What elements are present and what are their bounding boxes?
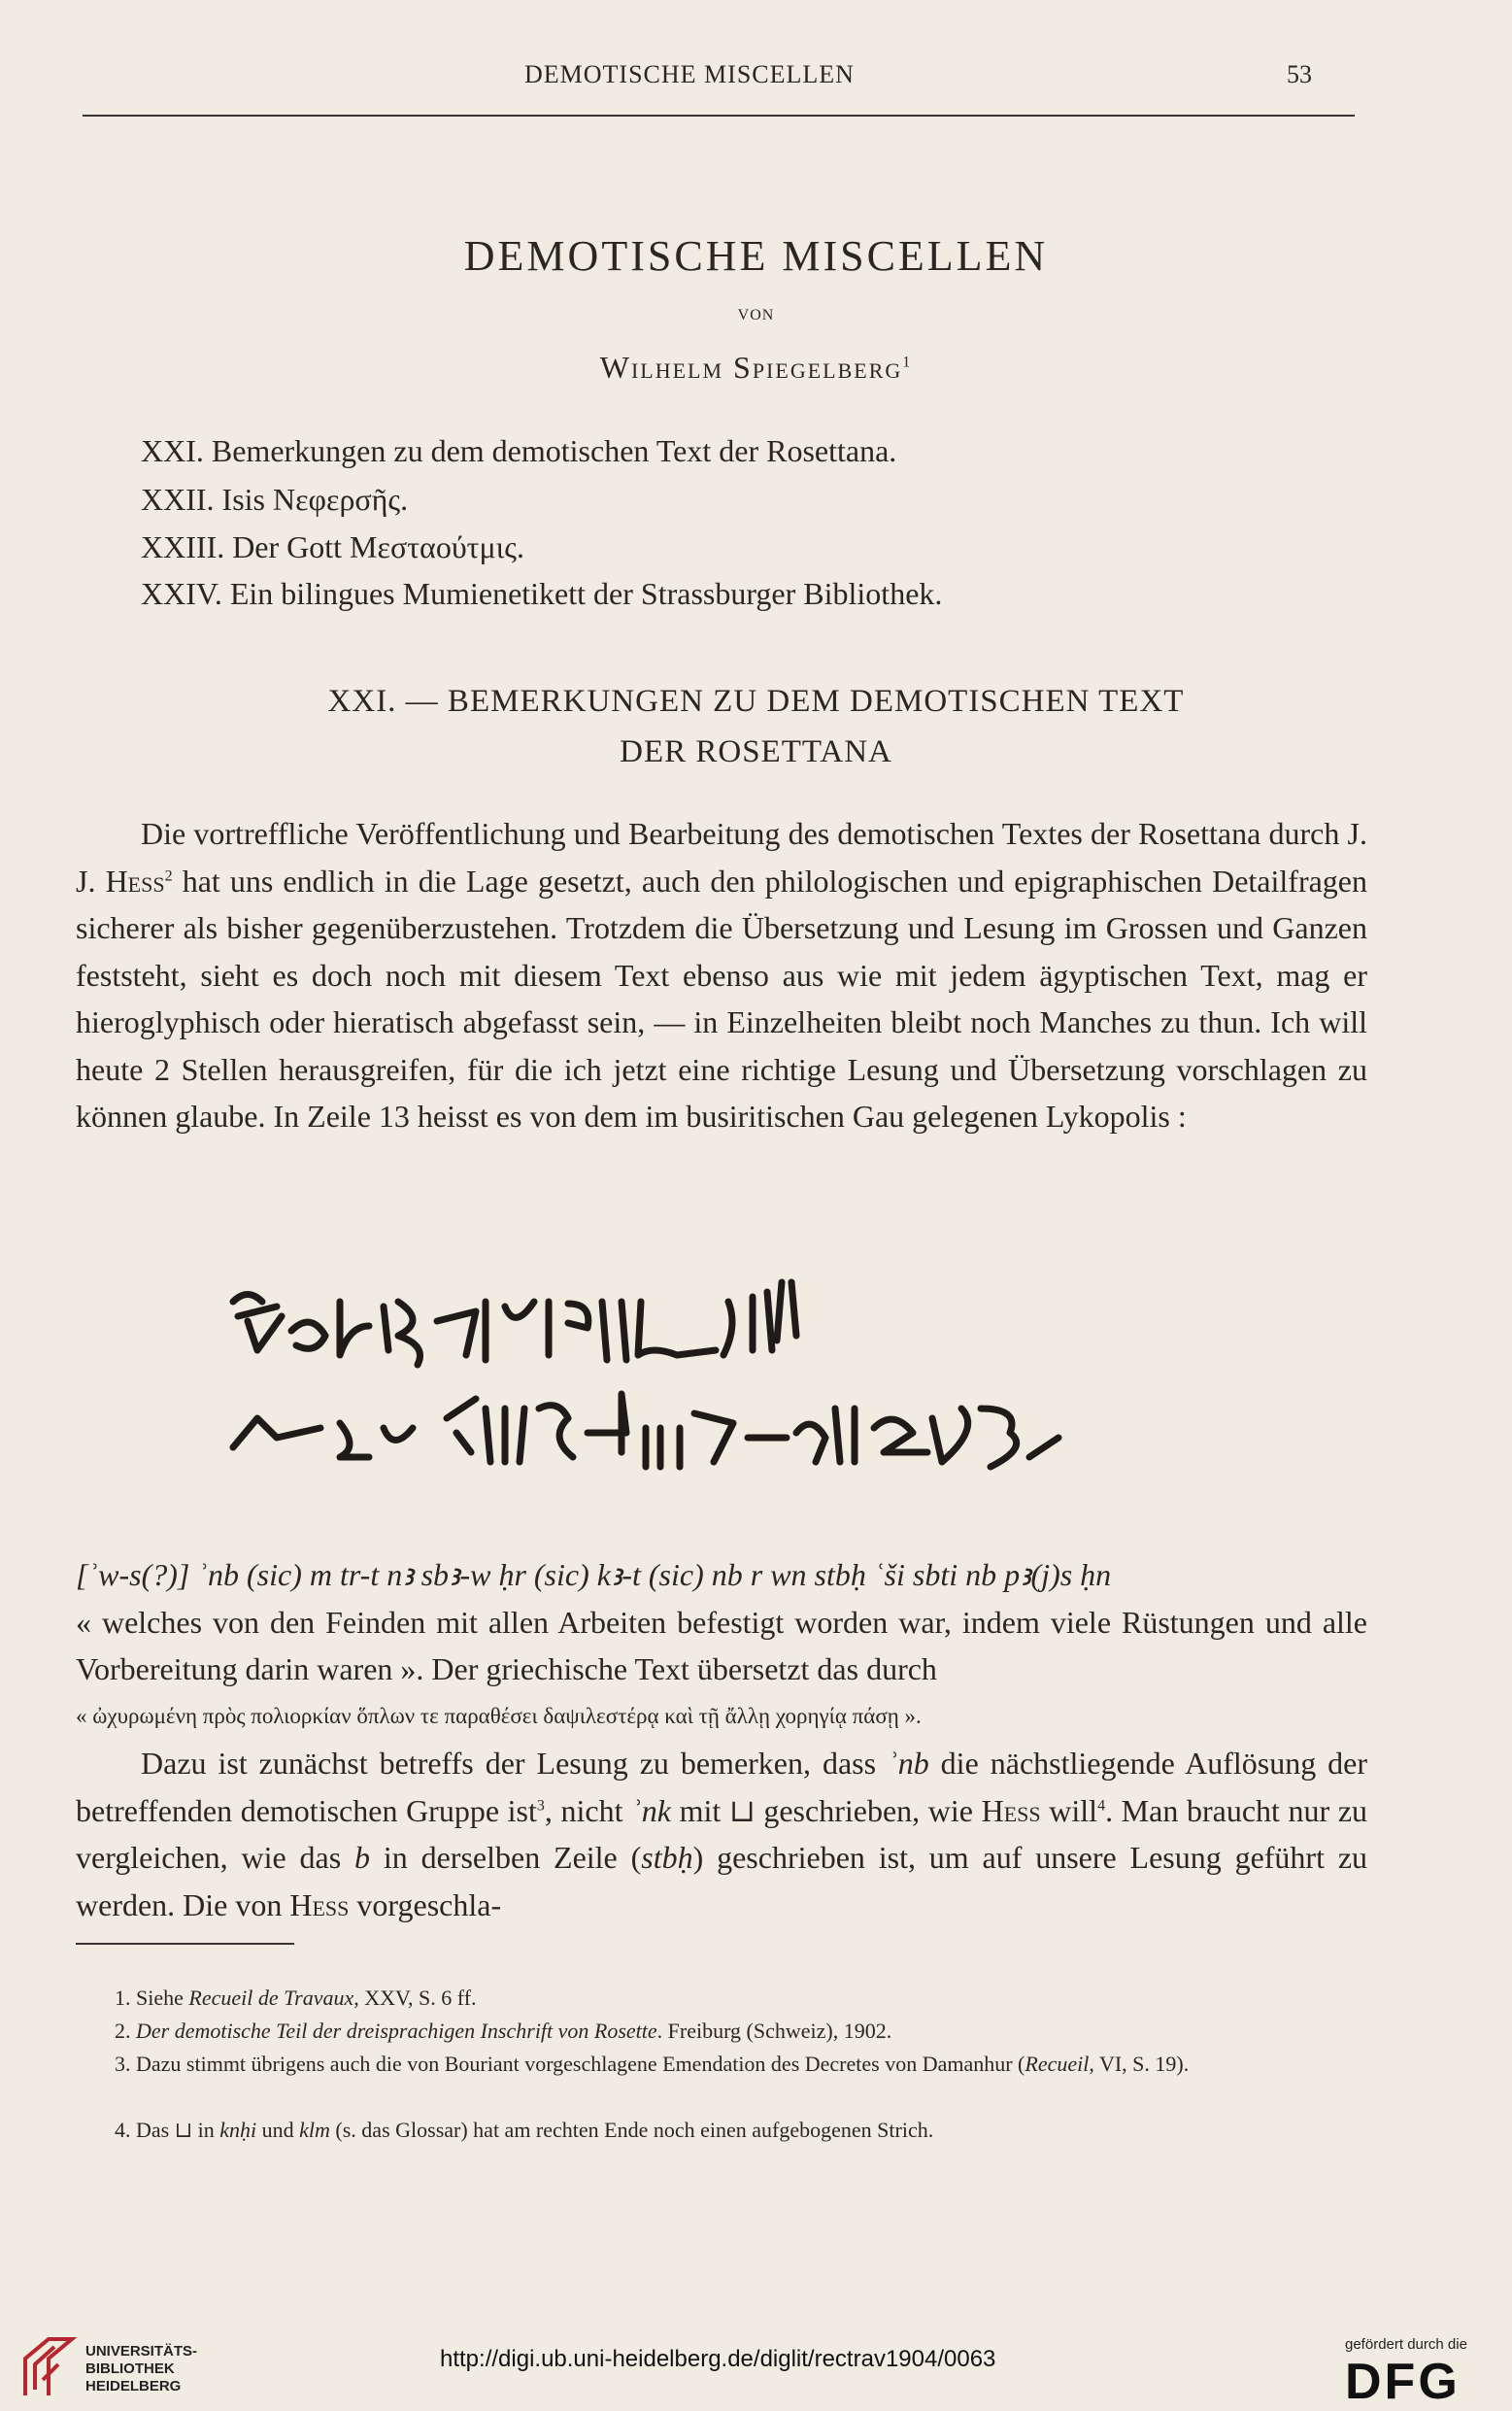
text: . Man braucht nur zu vergleichen, wie das (76, 1792, 1368, 1875)
text: Das ⊔ in (136, 2118, 220, 2142)
author-name: Wilhelm Spiegelberg (599, 350, 903, 385)
text: . Freiburg (Schweiz), 1902. (656, 2019, 892, 2043)
greek-quote: « ὠχυρωμένη πρὸς πολιορκίαν ὅπλων τε παραθέσει δαψιλεστέρᾳ καὶ τῇ ἄλλῃ χορηγίᾳ πάσῃ ». (76, 1703, 922, 1728)
transliteration: [ʾw-s(?)] ʾnb (sic) m tr-t nꜣ sbꜣ-w ḥr (sic) kꜣ-t (sic) nb r wn stbḥ ʿši sbti nb pꜣ(j)s ḥn (76, 1557, 1112, 1592)
toc-item: XXIV. Ein bilingues Mumienetikett der Strassburger Bibliothek. (141, 576, 943, 611)
text: (s. das Glossar) hat am rechten Ende noch einen aufgebogenen Strich. (329, 2118, 934, 2142)
toc-item: XXII. Isis Νεφερσῆς. (141, 482, 409, 517)
translation: « welches von den Feinden mit allen Arbeiten befestigt worden war, indem viele Rüstungen und alle Vorbereitung darin waren ». Der griechische Text übersetzt das durch (76, 1604, 1367, 1686)
text: vorgeschla- (349, 1886, 502, 1922)
author-name-ref: Hess (981, 1792, 1041, 1828)
transliteration-term: b (354, 1840, 371, 1875)
footer-bar (0, 2331, 1512, 2410)
text: , XXV, S. 6 ff. (353, 1986, 477, 2010)
text: ) geschrieben ist, um auf unsere Lesung geführt zu werden. Die von (76, 1840, 1368, 1922)
footnote-ref[interactable]: 3 (536, 1796, 545, 1814)
author-name-ref: Hess (289, 1886, 350, 1922)
funded-by-label: gefördert durch die (1345, 2336, 1467, 2353)
text: in derselben Zeile ( (370, 1840, 642, 1875)
text: Dazu stimmt übrigens auch die von Bouriant vorgeschlagene Emendation des Decretes von Damanhur ( (136, 2052, 1025, 2076)
paragraph-3 (76, 1740, 1367, 1928)
toc-item: XXIII. Der Gott Μεσταούτμις. (141, 529, 524, 564)
transliteration-term: stbḥ (641, 1840, 693, 1875)
citation-title: Recueil (1025, 2052, 1090, 2076)
library-name-line: UNIVERSITÄTS- (85, 2343, 198, 2360)
footnote-number: 3. (115, 2052, 131, 2076)
running-header-title: DEMOTISCHE MISCELLEN (524, 60, 855, 88)
transliteration-term: ʾnk (631, 1792, 671, 1828)
demotic-script-image (214, 1263, 1301, 1486)
text: Siehe (136, 1986, 189, 2010)
header-rule (83, 115, 1355, 117)
citation-title: Der demotische Teil der dreisprachigen Inschrift von Rosette (136, 2019, 657, 2043)
section-heading-line-2: DER ROSETTANA (620, 734, 892, 769)
footnote-number: 4. (115, 2118, 131, 2142)
text: und (256, 2118, 300, 2142)
page-number: 53 (1287, 60, 1312, 88)
transliteration-term: knḥi (219, 2118, 257, 2142)
library-name-line: BIBLIOTHEK (85, 2360, 175, 2377)
section-heading-line-1: XXI. — BEMERKUNGEN ZU DEM DEMOTISCHEN TEXT (327, 684, 1185, 719)
article-author (0, 350, 1512, 386)
text: , VI, S. 19). (1089, 2052, 1190, 2076)
footnote (76, 2114, 1367, 2147)
library-name-line: HEIDELBERG (85, 2378, 182, 2394)
citation-title: Recueil de Travaux (188, 1986, 354, 2010)
footnote-number: 1. (115, 1986, 131, 2010)
article-von: VON (737, 307, 775, 323)
toc-item: XXI. Bemerkungen zu dem demotischen Text der Rosettana. (141, 433, 897, 468)
footnote-rule (76, 1943, 294, 1945)
author-name-ref: Hess (105, 863, 165, 899)
text: , nicht (544, 1792, 632, 1828)
footnote (76, 2048, 1367, 2081)
text: hat uns endlich in die Lage gesetzt, auch den philologischen und epigraphischen Detailfragen sicherer als bisher gegenüberzustehen. Trotzdem die Übersetzung und Lesung im Grossen und Ganzen feststeht, sieht es doch noch mit diesem Text ebenso aus wie mit jedem ägyptischen Text, mag er hieroglyphisch oder hieratisch abgefasst sein, — in Einzelheiten bleibt noch Manches zu thun. Ich will heute 2 Stellen herausgreifen, für die ich jetzt eine richtige Lesung und Übersetzung vorschlagen zu können glaube. In Zeile 13 heisst es von dem im busiritischen Gau gelegenen Lykopolis : (76, 863, 1368, 1134)
library-name (85, 2343, 197, 2395)
paragraph (76, 1551, 1367, 1928)
footnote (76, 2015, 1367, 2048)
footnote-ref[interactable]: 2 (164, 866, 173, 884)
text: die nächstliegende Auflösung der betreffenden demotischen Gruppe ist (76, 1746, 1368, 1828)
text: will (1040, 1792, 1098, 1828)
paragraph (76, 810, 1367, 1140)
article-title: DEMOTISCHE MISCELLEN (463, 232, 1049, 280)
dfg-logo: DFG (1345, 2354, 1461, 2410)
university-library-logo-icon (16, 2331, 78, 2401)
footnote (76, 1982, 1367, 2015)
footnote-ref[interactable]: 4 (1097, 1796, 1106, 1814)
running-header (0, 60, 1512, 99)
footnote-number: 2. (115, 2019, 131, 2043)
transliteration-term: klm (299, 2118, 330, 2142)
source-url-link[interactable]: http://digi.ub.uni-heidelberg.de/diglit/rectrav1904/0063 (440, 2346, 996, 2372)
transliteration-term: ʾnb (888, 1746, 929, 1781)
text: Dazu ist zunächst betreffs der Lesung zu bemerken, dass (141, 1746, 889, 1781)
text: mit ⊔ geschrieben, wie (671, 1792, 982, 1828)
text: Die vortreffliche Veröffentlichung und Bearbeitung des demotischen Textes der Rosettana durch J. J. (76, 816, 1367, 899)
author-footnote-ref[interactable]: 1 (902, 354, 913, 371)
